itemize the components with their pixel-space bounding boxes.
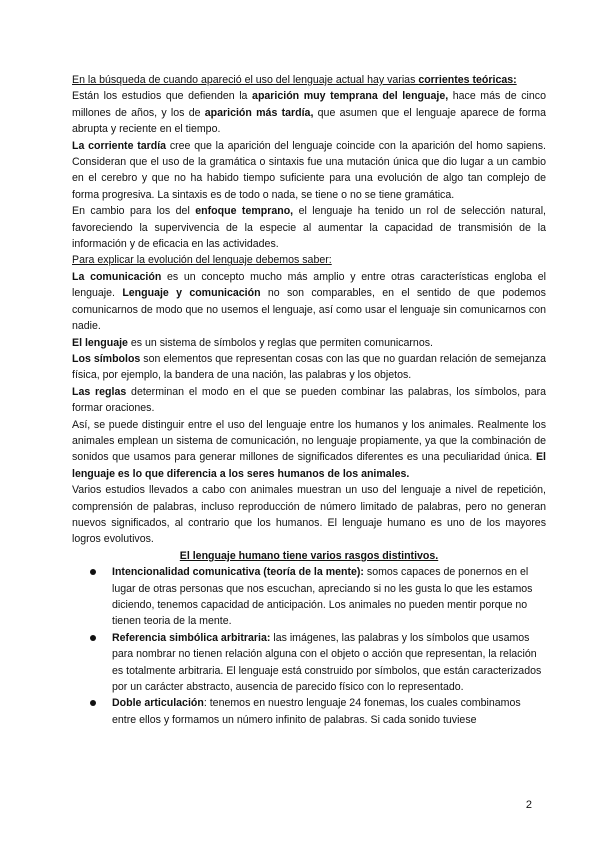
text-run: : tenemos en nuestro lenguaje 24 fonemas, los cuales combinamos entre ellos y formamos un número infinito de palabras. Si cada sonido tuviese xyxy=(112,697,521,726)
bold-run: Lenguaje y comunicación xyxy=(122,287,261,300)
paragraph-symbols xyxy=(72,351,546,384)
paragraph-humans-animals xyxy=(72,417,546,483)
section-heading-evolution: Para explicar la evolución del lenguaje debemos saber: xyxy=(72,254,332,267)
heading-text: En la búsqueda de cuando apareció el uso del lenguaje actual hay varias xyxy=(72,74,419,86)
bold-run: aparición más tardía, xyxy=(204,106,314,119)
bold-run: Intencionalidad comunicativa (teoría de la mente): xyxy=(112,566,364,579)
text-run: no son comparables, en el sentido de que podemos comunicarnos de modo que no usemos el lenguaje, así como usar el lenguaje sin comunicarnos con nadie. xyxy=(72,287,546,333)
paragraph-language-definition xyxy=(72,335,546,351)
paragraph-communication xyxy=(72,269,546,335)
bold-run: El lenguaje xyxy=(72,336,128,349)
bullet-icon xyxy=(90,700,96,706)
paragraph-early-theory xyxy=(72,203,546,252)
text-run: somos capaces de ponernos en el lugar de otras personas que nos escuchan, apreciando si no les gusta lo que les estamos diciendo, tenemos capacidad de anticipación. Los animales no pueden mentir porque no tienen teoria de la mente. xyxy=(112,566,533,628)
page-number: 2 xyxy=(525,799,532,811)
text-run: es un sistema de símbolos y reglas que permiten comunicarnos. xyxy=(127,336,433,349)
paragraph-late-theory xyxy=(72,138,546,204)
text-run: determinan el modo en el que se pueden combinar las palabras, los símbolos, para formar oraciones. xyxy=(72,385,546,415)
text-run: Así, se puede distinguir entre el uso del lenguaje entre los humanos y los animales. Realmente los animales emplean un sistema de comunicación, no lenguaje propiamente, ya que la combinación de sonidos que usamos para generar millones de significados diferentes es una peculiaridad única. xyxy=(72,418,546,464)
text-run: Están los estudios que defienden la xyxy=(72,90,253,103)
bullet-icon xyxy=(90,569,96,575)
text-run: es un concepto mucho más amplio y entre otras características engloba el lenguaje. xyxy=(72,270,546,300)
page-content xyxy=(72,72,546,728)
bold-run: Las reglas xyxy=(72,385,127,398)
paragraph-rules xyxy=(72,384,546,417)
bold-run: Los símbolos xyxy=(72,352,141,365)
paragraph-studies xyxy=(72,88,546,137)
traits-list xyxy=(72,564,546,728)
bold-run: La comunicación xyxy=(72,270,162,283)
text-run: En cambio para los del xyxy=(72,205,196,218)
text-run: el lenguaje ha tenido un rol de selección natural, favoreciendo la supervivencia de la especie al aumentar la capacidad de transmisión de la información y de eficacia en las actividades. xyxy=(72,205,546,251)
bold-run: Doble articulación xyxy=(112,697,204,710)
bold-run: La corriente tardía xyxy=(72,139,167,152)
text-run: son elementos que representan cosas con las que no guardan relación de semejanza física, por ejemplo, la bandera de una nación, las palabras y los objetos. xyxy=(72,352,547,382)
bold-run: enfoque temprano, xyxy=(195,205,294,218)
paragraph-animal-studies xyxy=(72,482,546,548)
bold-run: El lenguaje es lo que diferencia a los seres humanos de los animales. xyxy=(72,451,546,480)
section-heading-theories xyxy=(72,72,546,88)
heading-bold-text: El lenguaje humano tiene varios rasgos distintivos. xyxy=(179,549,439,562)
section-heading-traits xyxy=(72,548,546,564)
bullet-icon xyxy=(90,635,96,641)
bold-run: Referencia simbólica arbitraria: xyxy=(112,631,271,644)
text-run: hace más de cinco millones de años, y los de xyxy=(72,90,546,119)
list-item-double-articulation xyxy=(72,695,546,728)
text-run: las imágenes, las palabras y los símbolos que usamos para nombrar no tienen relación alguna con el objeto o acción que representan, la relación es totalmente arbitraria. El lenguaje está construido por símbolos, que están caracterizados por un carácter abstracto, ausencia de parecido físico con lo representado. xyxy=(112,631,542,694)
text-run: cree que la aparición del lenguaje coincide con la aparición del homo sapiens. Consideran que el uso de la gramática o sintaxis fue una mutación única que dio lugar a un cambio en el cerebro y que no ha habido tiempo suficiente para una evolución de algo tan complejo de forma progresiva. La sintaxis es de todo o nada, se tiene o no se tiene gramática. xyxy=(72,139,546,201)
heading-bold-text: corrientes teóricas: xyxy=(418,74,517,86)
text-run: Varios estudios llevados a cabo con animales muestran un uso del lenguaje a nivel de repetición, comprensión de palabras, incluso reproducción de número limitado de palabras, pero no generan nuevos significados, al contrario que los humanos. El lenguaje humano es uno de los mayores logros evolutivos. xyxy=(72,484,546,546)
list-item-symbolic-reference xyxy=(72,630,546,696)
list-item-intentionality xyxy=(72,564,546,630)
bold-run: aparición muy temprana del lenguaje, xyxy=(252,90,449,103)
text-run: que asumen que el lenguaje aparece de forma abrupta y reciente en el tiempo. xyxy=(72,106,546,136)
